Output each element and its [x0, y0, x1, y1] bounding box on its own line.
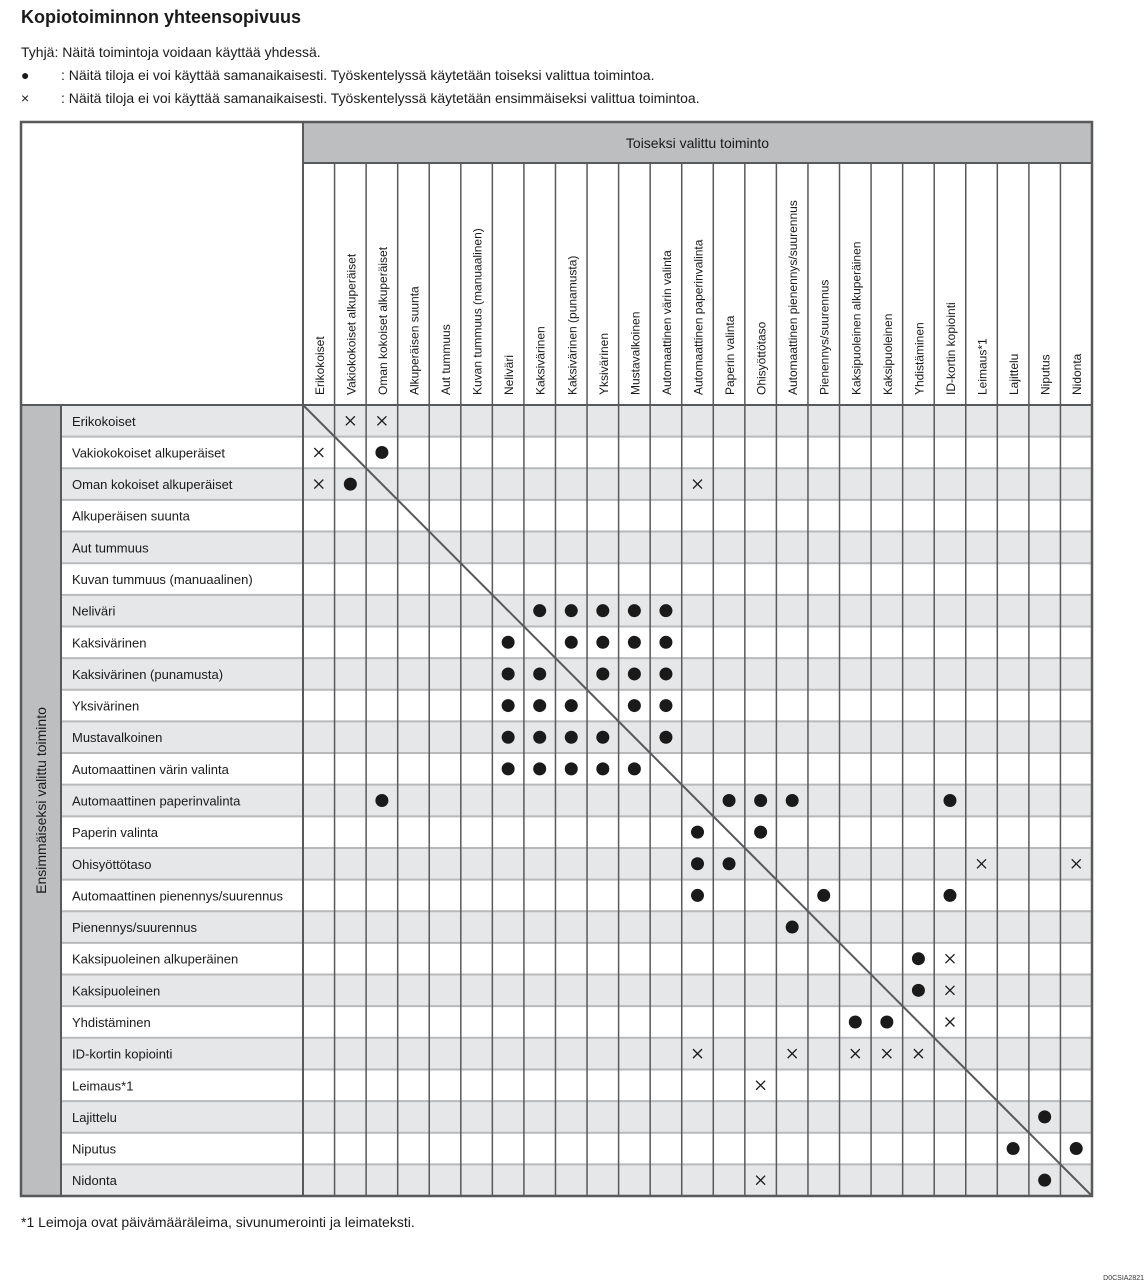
row-group-label: Ensimmäiseksi valittu toiminto — [33, 707, 49, 894]
dot-icon — [596, 762, 609, 775]
column-header: Yksivärinen — [596, 332, 611, 395]
cross-icon — [945, 954, 954, 963]
dot-icon — [880, 1015, 893, 1028]
row-header: Kuvan tummuus (manuaalinen) — [72, 572, 253, 588]
row-header: Pienennys/suurennus — [72, 920, 198, 936]
column-header: Kaksipuoleinen alkuperäinen — [849, 241, 864, 395]
cross-icon: × — [21, 90, 30, 106]
dot-icon — [375, 794, 388, 807]
column-header: Mustavalkoinen — [628, 311, 643, 395]
dot-icon — [502, 762, 515, 775]
row-shade — [61, 975, 1092, 1007]
dot-icon — [533, 762, 546, 775]
dot-icon — [628, 667, 641, 680]
column-header: ID-kortin kopiointi — [943, 302, 958, 395]
row-shade — [61, 405, 1092, 437]
column-header: Lajittelu — [1007, 353, 1022, 395]
cross-icon — [756, 1081, 765, 1090]
legend-text: : Näitä tiloja ei voi käyttää samanaikaisesti. Työskentelyssä käytetään toiseksi valittua toimintoa. — [61, 67, 655, 83]
dot-icon — [565, 604, 578, 617]
dot-icon: ● — [21, 67, 30, 83]
column-header: Alkuperäisen suunta — [407, 286, 422, 395]
row-header: Ohisyöttötaso — [72, 856, 152, 872]
column-header: Pienennys/suurennus — [817, 279, 832, 395]
dot-icon — [659, 667, 672, 680]
row-header: Lajittelu — [72, 1109, 117, 1125]
dot-icon — [723, 857, 736, 870]
dot-icon — [628, 699, 641, 712]
row-header: Neliväri — [72, 603, 116, 619]
row-header: Kaksivärinen — [72, 635, 147, 651]
legend-text: : Näitä tiloja ei voi käyttää samanaikaisesti. Työskentelyssä käytetään ensimmäiseksi valittua toimintoa. — [61, 90, 700, 106]
dot-icon — [691, 857, 704, 870]
dot-icon — [786, 921, 799, 934]
dot-icon — [533, 667, 546, 680]
row-header: Erikokoiset — [72, 413, 136, 429]
row-header: Alkuperäisen suunta — [72, 508, 190, 524]
row-header: Vakiokokoiset alkuperäiset — [72, 445, 225, 461]
row-shade — [61, 1038, 1092, 1070]
dot-icon — [596, 731, 609, 744]
row-header: Yksivärinen — [72, 698, 140, 714]
dot-icon — [849, 1015, 862, 1028]
dot-icon — [628, 636, 641, 649]
row-shade — [61, 1164, 1092, 1196]
column-header: Niputus — [1038, 354, 1053, 395]
cross-icon — [945, 1017, 954, 1026]
dot-icon — [596, 667, 609, 680]
column-header: Automaattinen pienennys/suurennus — [786, 200, 801, 395]
dot-icon — [817, 889, 830, 902]
cross-icon — [314, 448, 323, 457]
column-header: Nidonta — [1070, 353, 1085, 395]
dot-icon — [912, 952, 925, 965]
dot-icon — [1070, 1142, 1083, 1155]
dot-icon — [659, 699, 672, 712]
dot-icon — [533, 604, 546, 617]
row-header: Yhdistäminen — [72, 1014, 151, 1030]
dot-icon — [565, 731, 578, 744]
column-header: Kaksivärinen (punamusta) — [565, 255, 580, 395]
dot-icon — [691, 889, 704, 902]
dot-icon — [596, 636, 609, 649]
row-header: Kaksipuoleinen — [72, 983, 161, 999]
dot-icon — [723, 794, 736, 807]
row-header: Niputus — [72, 1141, 117, 1157]
column-header: Leimaus*1 — [975, 338, 990, 395]
column-header: Yhdistäminen — [912, 322, 927, 395]
column-header: Ohisyöttötaso — [754, 321, 769, 395]
dot-icon — [659, 604, 672, 617]
dot-icon — [533, 699, 546, 712]
page-title: Kopiotoiminnon yhteensopivuus — [21, 7, 301, 27]
row-header: Nidonta — [72, 1173, 117, 1189]
dot-icon — [502, 636, 515, 649]
column-header: Kaksipuoleinen — [880, 313, 895, 395]
dot-icon — [375, 446, 388, 459]
row-header: Automaattinen värin valinta — [72, 761, 229, 777]
dot-icon — [754, 826, 767, 839]
dot-icon — [786, 794, 799, 807]
column-header: Kuvan tummuus (manuaalinen) — [470, 228, 485, 395]
legend-text: : Näitä toimintoja voidaan käyttää yhdessä. — [54, 44, 321, 60]
dot-icon — [943, 794, 956, 807]
row-header: Automaattinen paperinvalinta — [72, 793, 241, 809]
row-header: Automaattinen pienennys/suurennus — [72, 888, 284, 904]
dot-icon — [502, 667, 515, 680]
column-header: Aut tummuus — [439, 324, 454, 395]
column-header: Automaattinen värin valinta — [659, 250, 674, 395]
column-header: Oman kokoiset alkuperäiset — [375, 246, 390, 395]
row-shade — [61, 848, 1092, 880]
column-group-label: Toiseksi valittu toiminto — [625, 135, 770, 151]
dot-icon — [533, 731, 546, 744]
row-shade — [61, 1101, 1092, 1133]
footnote: *1 Leimoja ovat päivämääräleima, sivunumerointi ja leimateksti. — [21, 1214, 415, 1230]
column-header: Kaksivärinen — [533, 326, 548, 395]
row-shade — [61, 911, 1092, 943]
column-header: Automaattinen paperinvalinta — [691, 239, 706, 395]
dot-icon — [628, 604, 641, 617]
dot-icon — [659, 636, 672, 649]
dot-icon — [1038, 1110, 1051, 1123]
row-shade — [61, 532, 1092, 564]
dot-icon — [943, 889, 956, 902]
dot-icon — [565, 636, 578, 649]
dot-icon — [1038, 1174, 1051, 1187]
dot-icon — [912, 984, 925, 997]
row-header: ID-kortin kopiointi — [72, 1046, 173, 1062]
dot-icon — [565, 762, 578, 775]
dot-icon — [596, 604, 609, 617]
row-header: Kaksipuoleinen alkuperäinen — [72, 951, 239, 967]
row-header: Mustavalkoinen — [72, 730, 163, 746]
dot-icon — [659, 731, 672, 744]
row-header: Leimaus*1 — [72, 1078, 134, 1094]
row-header: Aut tummuus — [72, 540, 149, 556]
document-id: D0CSIA2821 — [1103, 1275, 1144, 1282]
row-header: Kaksivärinen (punamusta) — [72, 666, 224, 682]
row-header: Paperin valinta — [72, 825, 158, 841]
dot-icon — [1007, 1142, 1020, 1155]
row-header: Oman kokoiset alkuperäiset — [72, 477, 233, 493]
column-header: Paperin valinta — [723, 315, 738, 395]
dot-icon — [691, 826, 704, 839]
dot-icon — [502, 699, 515, 712]
dot-icon — [628, 762, 641, 775]
column-header: Vakiokokoiset alkuperäiset — [344, 253, 359, 395]
legend-symbol: Tyhjä — [21, 44, 55, 60]
dot-icon — [502, 731, 515, 744]
column-header: Neliväri — [502, 354, 517, 395]
column-header: Erikokoiset — [312, 336, 327, 395]
dot-icon — [565, 699, 578, 712]
dot-icon — [754, 794, 767, 807]
dot-icon — [344, 478, 357, 491]
